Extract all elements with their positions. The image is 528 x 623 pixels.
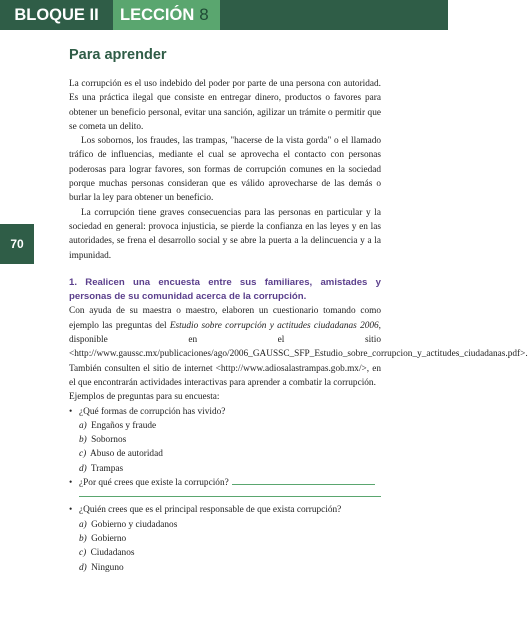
- lesson-number: 8: [199, 5, 209, 24]
- examples-label: Ejemplos de preguntas para su encuesta:: [69, 392, 220, 403]
- activity-intro-b: disponible en el sitio <http://www.gaussc.mx/publicaciones/ago/2006_GAUSSC_SFP_Estudio_sobre_corrupcion_y_actitudes_ciudadanas.pdf>. También consulten el sitio de internet <http://www.adiosalastrampas.gob.mx/>, en el que encontrarán actividades interactivas para aprender a combatir la corrupción.: [69, 335, 528, 388]
- option-letter: b): [79, 533, 87, 544]
- option-letter: a): [79, 420, 87, 431]
- q3-option-c: [69, 546, 381, 560]
- q3-option-a: [69, 518, 381, 532]
- option-letter: c): [79, 449, 87, 460]
- question-2-text: ¿Por qué crees que existe la corrupción?: [79, 478, 229, 489]
- q1-option-b: [69, 433, 381, 447]
- option-letter: c): [79, 548, 87, 559]
- q1-option-d: [69, 462, 381, 476]
- header-bar: [220, 0, 448, 30]
- paragraph-3: La corrupción tiene graves consecuencias para las personas en particular y la sociedad en general: provoca injusticia, se pierde la confianza en las leyes y en las autoridades, se frena el desarrollo social y se abre la puerta a la delincuencia y a la impunidad.: [69, 207, 381, 261]
- activity-intro-a: Con ayuda de su maestra o maestro, elaboren un cuestionario tomando como ejemplo las preguntas del: [69, 306, 381, 331]
- q1-option-a: [69, 419, 381, 433]
- option-text: Ciudadanos: [90, 548, 135, 559]
- option-text: Gobierno y ciudadanos: [91, 519, 178, 530]
- answer-line[interactable]: [232, 484, 375, 485]
- q1-option-c: [69, 447, 381, 461]
- lesson-header: [0, 0, 448, 30]
- option-text: Sobornos: [91, 435, 127, 446]
- option-text: Gobierno: [91, 533, 127, 544]
- activity-heading: 1. Realicen una encuesta entre sus familiares, amistades y personas de su comunidad acerca de la corrupción.: [69, 276, 381, 303]
- paragraph-2: Los sobornos, los fraudes, las trampas, "hacerse de la vista gorda" o el llamado tráfico de influencias, mediante el cual se aprovecha el contacto con personas poderosas para lograr favores, son formas de corrupción comunes en la sociedad porque muchas personas consideran que es válido aprovecharse de las demás o burlar la ley para obtener un beneficio.: [69, 136, 381, 204]
- question-2: [69, 476, 381, 490]
- question-1-text: ¿Qué formas de corrupción has vivido?: [79, 406, 226, 417]
- option-letter: b): [79, 435, 87, 446]
- option-text: Engaños y fraude: [91, 420, 157, 431]
- option-letter: a): [79, 519, 87, 530]
- paragraph-1: La corrupción es el uso indebido del poder por parte de una persona con autoridad. Es una práctica ilegal que consiste en entregar dinero, productos o favores para obtener un beneficio personal, evitar una sanción, agilizar un trámite o permitir que se cometa un delito.: [69, 79, 381, 132]
- lesson-label: [113, 0, 220, 30]
- question-3: [69, 503, 381, 517]
- option-letter: d): [79, 562, 87, 573]
- question-1: [69, 405, 381, 419]
- spacer: [69, 263, 381, 276]
- option-text: Trampas: [90, 463, 124, 474]
- page-number: 70: [0, 224, 34, 264]
- lesson-label-text: LECCIÓN: [120, 5, 195, 24]
- option-text: Abuso de autoridad: [90, 449, 163, 460]
- option-letter: d): [79, 463, 87, 474]
- q3-option-b: [69, 532, 381, 546]
- question-3-text: ¿Quién crees que es el principal responsable de que exista corrupción?: [79, 505, 342, 516]
- q3-option-d: [69, 561, 381, 575]
- answer-line[interactable]: [79, 496, 381, 497]
- body-content: [69, 76, 528, 575]
- study-title: Estudio sobre corrupción y actitudes ciudadanas 2006,: [169, 320, 381, 331]
- section-title: Para aprender: [69, 47, 167, 63]
- option-text: Ninguno: [91, 562, 124, 573]
- block-label: BLOQUE II: [0, 0, 113, 30]
- activity-intro: [69, 304, 528, 390]
